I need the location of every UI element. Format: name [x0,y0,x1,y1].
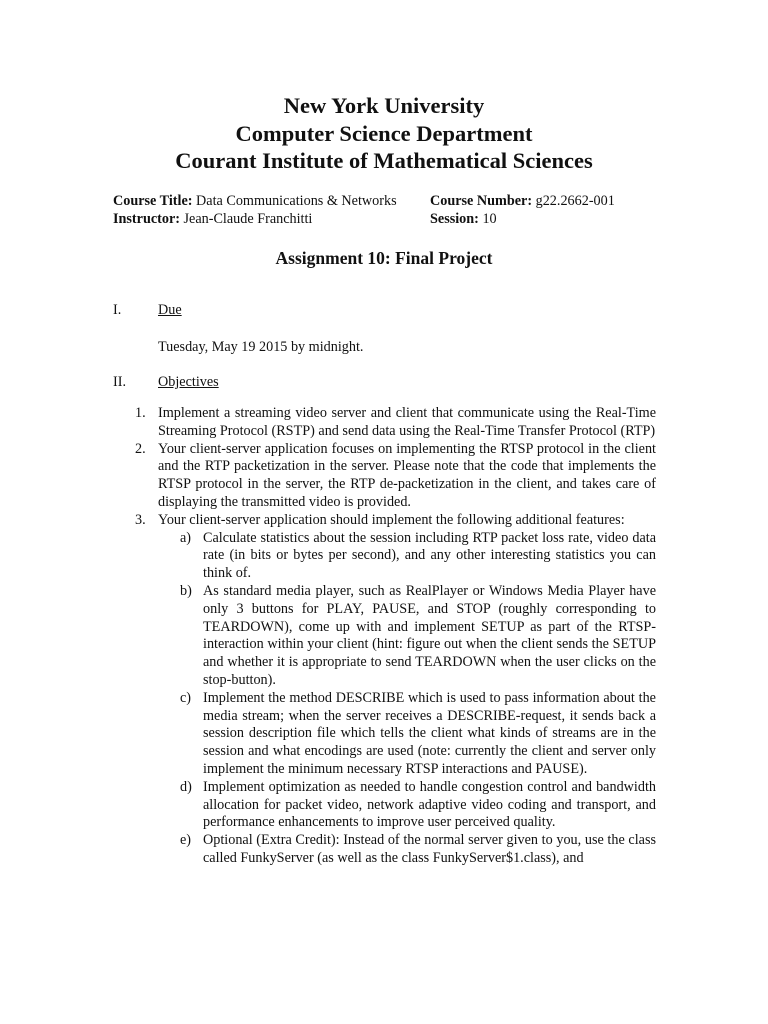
feature-text: Implement optimization as needed to handle congestion control and bandwidth allocation for packet video, network adaptive video coding and transport, and performance enhancements to improve user perceived quality. [203,778,656,831]
due-date-text: Tuesday, May 19 2015 by midnight. [158,339,364,355]
objective-text: Implement a streaming video server and client that communicate using the Real-Time Streaming Protocol (RSTP) and send data using the Real-Time Transfer Protocol (RTP) [158,405,656,439]
course-title [113,193,430,211]
instructor [113,211,430,229]
session-label: Session: [430,210,479,227]
objective-number: 2. [135,440,146,457]
section-title: Due [158,302,182,318]
instructor-label: Instructor: [113,210,180,227]
course-meta [113,193,673,228]
section-due-heading [113,301,182,319]
feature-letter: c) [180,689,192,706]
section-numeral: I. [113,302,122,318]
session-value: 10 [482,210,497,227]
objective-item [0,405,656,441]
objective-text: Your client-server application focuses on implementing the RTSP protocol in the client and the RTP packetization in the server. Please note that the code that implements the RTSP protocol in the server, the RTP de-packetization in the client, and takes care of displaying the transmitted video is provided. [158,440,656,510]
feature-text: Calculate statistics about the session including RTP packet loss rate, video data rate (in bits or bytes per second), and any other interesting statistics you can think of. [203,529,656,582]
feature-item [158,779,656,832]
feature-text: Implement the method DESCRIBE which is used to pass information about the media stream; when the server receives a DESCRIBE-request, it sends back a session description file which tells the client what kinds of streams are in the session and what encodings are used (note: currently the client and server only implement the minimum necessary RTSP interactions and PAUSE). [203,689,656,777]
assignment-title: Assignment 10: Final Project [275,248,493,268]
objective-text: Your client-server application should implement the following additional features: [158,511,625,528]
section-title: Objectives [158,374,219,390]
features-list [158,530,656,868]
objective-number: 3. [135,511,146,528]
institute-name: Courant Institute of Mathematical Sciences [175,148,593,173]
feature-item [158,530,656,583]
feature-letter: a) [180,529,192,546]
instructor-value: Jean-Claude Franchitti [183,210,313,227]
course-title-value: Data Communications & Networks [196,193,397,209]
course-number-value: g22.2662-001 [535,193,615,209]
section-objectives-heading [113,373,219,391]
department-name: Computer Science Department [235,120,533,146]
section-numeral: II. [113,374,126,390]
feature-letter: e) [180,832,192,849]
meta-row-instructor [113,211,673,229]
feature-item [158,690,656,779]
objective-item [0,512,656,868]
feature-letter: d) [180,778,192,795]
feature-text: As standard media player, such as RealPlayer or Windows Media Player have only 3 buttons for PLAY, PAUSE, and STOP (roughly corresponding to TEARDOWN), come up with and implement SETUP as part of the RTSP-interaction within your client (hint: figure out when the client sends the SETUP and whether it is appropriate to send TEARDOWN when the user clicks on the stop-button). [203,582,656,688]
session [430,211,497,229]
course-number-label: Course Number: [430,193,533,209]
feature-item [158,583,656,690]
objectives-list [0,405,656,868]
university-name: New York University [283,93,485,118]
objective-item [0,441,656,512]
feature-letter: b) [180,582,192,599]
document-header [0,92,768,175]
meta-row-course [113,193,673,211]
feature-item [158,832,656,868]
objective-number: 1. [135,405,146,421]
course-title-label: Course Title: [113,193,193,209]
feature-text: Optional (Extra Credit): Instead of the normal server given to you, use the class called FunkyServer (as well as the class FunkyServer$1.class), and [203,832,656,866]
course-number [430,193,615,211]
